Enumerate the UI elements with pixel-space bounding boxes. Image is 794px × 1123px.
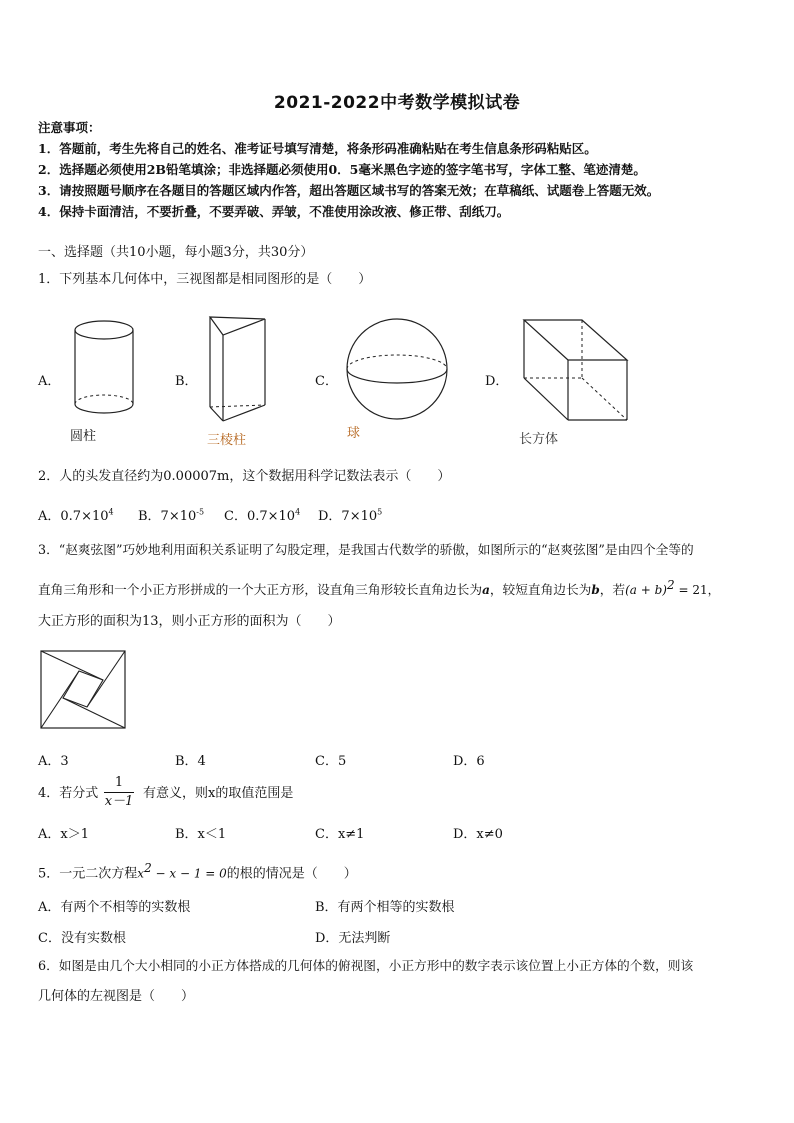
triangular-prism-figure [205,315,275,425]
question-6-line-2: 几何体的左视图是（ ） [38,989,195,1004]
question-3-line-3: 大正方形的面积为13，则小正方形的面积为（ ） [38,614,341,629]
q1-caption-triangular-prism: 三棱柱 [207,432,247,447]
zhao-shuang-diagram [40,650,126,730]
q3-option-c: C．5 [315,754,347,769]
q3-option-b: B．4 [175,754,206,769]
question-4-stem-pre: 4．若分式 [38,786,99,801]
q2-option-d: D．$7\times 10^5$ [318,507,383,524]
q1-caption-cylinder: 圆柱 [70,428,97,443]
q5-option-b: B．有两个相等的实数根 [315,900,455,915]
notice-item: 1．答题前，考生先将自己的姓名、准考证号填写清楚，将条形码准确粘贴在考生信息条形码粘贴区。 [38,141,597,156]
question-4-stem-post: 有意义，则x的取值范围是 [143,786,294,801]
q4-option-b: B．x＜1 [175,827,227,842]
q1-option-a-letter: A． [38,374,61,389]
q4-option-a: A．x＞1 [38,827,89,842]
q4-option-d: D．x≠0 [453,827,503,842]
question-6-line-1: 6．如图是由几个大小相同的小正方体搭成的几何体的俯视图，小正方形中的数字表示该位置上小正方体的个数，则该 [38,958,694,973]
cylinder-figure [70,318,140,418]
section-heading: 一、选择题（共10小题，每小题3分，共30分） [38,245,314,260]
q4-fraction: 1 x－1 [104,775,134,809]
q1-caption-cuboid: 长方体 [519,431,559,446]
question-2-stem: 2．人的头发直径约为0.00007m，这个数据用科学记数法表示（ ） [38,469,451,484]
question-1-stem: 1．下列基本几何体中，三视图都是相同图形的是（ ） [38,272,372,287]
notice-item: 2．选择题必须使用2B铅笔填涂；非选择题必须使用0．5毫米黑色字迹的签字笔书写，字体工整、笔迹清楚。 [38,162,646,177]
q1-option-c-letter: C． [315,374,338,389]
q1-caption-sphere: 球 [347,425,361,440]
q1-option-b-letter: B． [175,374,198,389]
q1-option-d-letter: D． [485,374,509,389]
q2-option-c: C．$0.7\times 10^4$ [224,507,301,524]
q3-option-d: D．6 [453,754,485,769]
q5-option-a: A．有两个不相等的实数根 [38,900,191,915]
notice-heading: 注意事项： [38,120,101,135]
cuboid-figure [520,316,630,426]
q2-option-b: B．$7\times 10^{-5}$ [138,507,205,524]
q5-option-d: D．无法判断 [315,931,391,946]
page-title: 2021-2022中考数学模拟试卷 [273,93,521,113]
notice-item: 4．保持卡面清洁，不要折叠，不要弄破、弄皱，不准使用涂改液、修正带、刮纸刀。 [38,204,510,219]
q4-option-c: C．x≠1 [315,827,365,842]
question-3-line-1: 3．“赵爽弦图”巧妙地利用面积关系证明了勾股定理，是我国古代数学的骄傲，如图所示的“赵爽弦图”是由四个全等的 [38,542,694,557]
question-3-line-2: 直角三角形和一个小正方形拼成的一个大正方形，设直角三角形较长直角边长为a，较短直角边长为b，若$(a + b)^2 = 21$， [38,578,720,598]
q5-option-c: C．没有实数根 [38,931,126,946]
q3-option-a: A．3 [38,754,69,769]
q2-option-a: A．$0.7\times 10^4$ [38,507,114,524]
question-5-stem: 5．一元二次方程$x^2 - x - 1 = 0$的根的情况是（ ） [38,861,357,882]
sphere-figure [346,318,456,428]
notice-item: 3．请按照题号顺序在各题目的答题区域内作答，超出答题区域书写的答案无效；在草稿纸、试题卷上答题无效。 [38,183,660,198]
